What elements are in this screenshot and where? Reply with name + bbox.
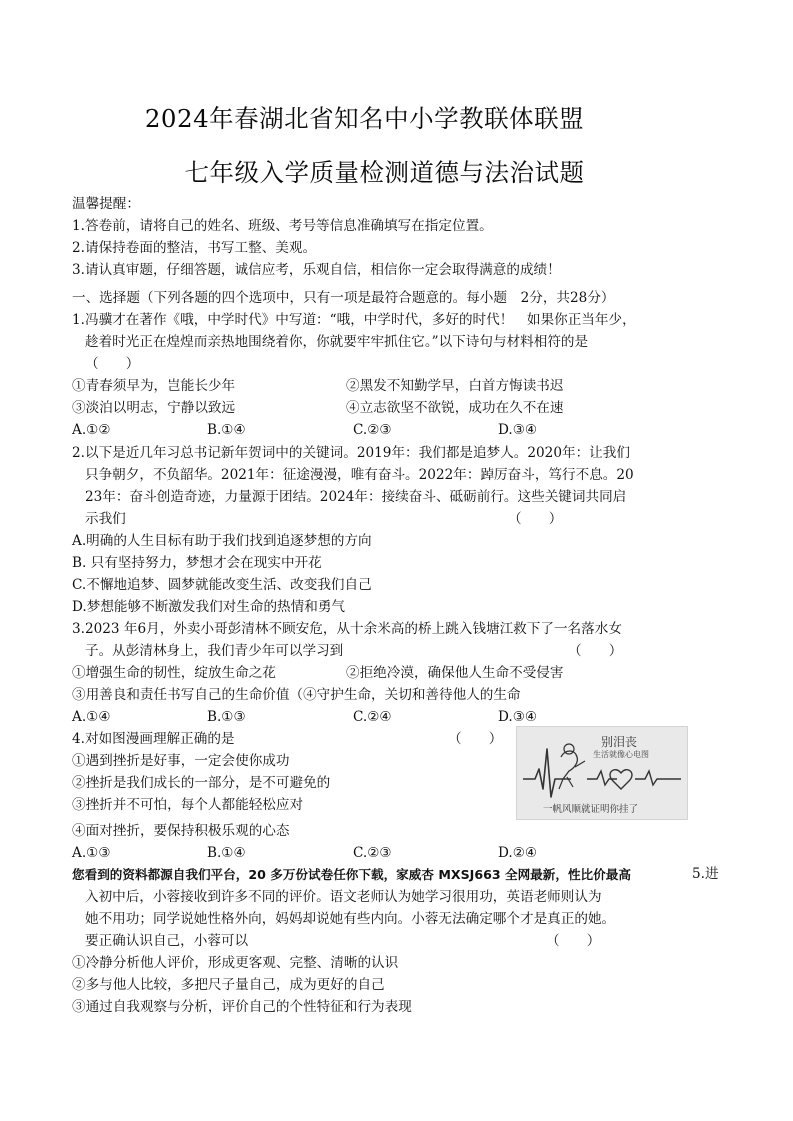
q1-statement: ④立志欲坚不欲锐，成功在久不在速 bbox=[346, 400, 564, 416]
q5-paren: （ ） bbox=[546, 933, 601, 949]
note-item: 1.答卷前，请将自己的姓名、班级、考号等信息准确填写在指定位置。 bbox=[72, 218, 493, 234]
note-item: 2.请保持卷面的整洁，书写工整、美观。 bbox=[72, 240, 317, 256]
exam-title: 2024年春湖北省知名中小学教联体联盟 bbox=[144, 104, 585, 133]
q1-option-a: A.①② bbox=[72, 422, 111, 438]
q3-option-c: C.②④ bbox=[353, 709, 392, 725]
q4-statement: ②挫折是我们成长的一部分，是不可避免的 bbox=[72, 775, 331, 791]
q1-statement: ②黑发不知勤学早，白首方悔读书迟 bbox=[346, 378, 564, 394]
q3-stem: 子。从彭清林身上，我们青少年可以学习到 bbox=[85, 643, 344, 659]
q4-option-a: A.①③ bbox=[72, 845, 111, 861]
section-heading: 一、选择题（下列各题的四个选项中，只有一项是最符合题意的。每小题 2分，共28分） bbox=[72, 290, 615, 306]
q3-option-a: A.①④ bbox=[72, 709, 111, 725]
q3-paren: （ ） bbox=[568, 643, 623, 659]
q2-stem: 示我们 bbox=[85, 511, 126, 527]
q1-statement: ①青春须早为，岂能长少年 bbox=[72, 378, 236, 394]
q1-option-b: B.①④ bbox=[207, 422, 246, 438]
note-item: 3.请认真审题，仔细答题，诚信应考，乐观自信，相信你一定会取得满意的成绩！ bbox=[72, 262, 561, 278]
q1-statement: ③淡泊以明志，宁静以致远 bbox=[72, 400, 236, 416]
q4-stem: 4.对如图漫画理解正确的是 bbox=[72, 731, 235, 747]
q4-statement: ③挫折并不可怕，每个人都能轻松应对 bbox=[72, 797, 304, 813]
q3-statement: ③用善良和责任书写自己的生命价值（④守护生命，关切和善待他人的生命 bbox=[72, 687, 521, 703]
q2-paren: （ ） bbox=[508, 511, 563, 527]
q4-paren: （ ） bbox=[448, 731, 503, 747]
comic-title: 别泪丧 bbox=[601, 735, 638, 749]
q3-stem: 3.2023 年6月，外卖小哥彭清林不顾安危，从十余米高的桥上跳入钱塘江救下了一名落水女 bbox=[72, 621, 622, 637]
q5-statement: ③通过自我观察与分析，评价自己的个性特征和行为表现 bbox=[72, 999, 412, 1015]
q4-option-b: B.①④ bbox=[207, 845, 246, 861]
q1-stem: 趁着时光正在煌煌而亲热地围绕着你，你就要牢牢抓住它。”以下诗句与材料相符的是 bbox=[85, 334, 589, 350]
q4-statement: ④面对挫折，要保持积极乐观的心态 bbox=[72, 823, 290, 839]
q1-paren: （ ） bbox=[85, 356, 140, 372]
q2-option-b: B. 只有坚持努力，梦想才会在现实中开花 bbox=[72, 555, 322, 571]
q4-statement: ①遇到挫折是好事，一定会使你成功 bbox=[72, 753, 290, 769]
q2-stem: 2.以下是近几年习总书记新年贺词中的关键词。2019年：我们都是追梦人。2020年：让我们 bbox=[72, 445, 630, 461]
q4-option-d: D.②④ bbox=[498, 845, 538, 861]
q5-stem: 要正确认识自己，小蓉可以 bbox=[85, 933, 249, 949]
q5-number: 5.进 bbox=[692, 866, 719, 882]
q1-stem: 1.冯骥才在著作《哦，中学时代》中写道：“哦，中学时代，多好的时代！ 如果你正当年少， bbox=[72, 312, 636, 328]
comic-image bbox=[516, 726, 688, 820]
q2-stem: 23年：奋斗创造奇迹，力量源于团结。2024年：接续奋斗、砥砺前行。这些关键词共同启 bbox=[85, 489, 627, 505]
q2-stem: 只争朝夕，不负韶华。2021年：征途漫漫，唯有奋斗。2022年：踔厉奋斗，笃行不息。20 bbox=[85, 467, 634, 483]
q2-option-c: C.不懈地追梦、圆梦就能改变生活、改变我们自己 bbox=[72, 577, 372, 593]
notes-heading: 温馨提醒： bbox=[72, 196, 140, 212]
q5-statement: ①冷静分析他人评价，形成更客观、完整、清晰的认识 bbox=[72, 955, 399, 971]
ad-banner: 您看到的资料都源自我们平台，20 多万份试卷任你下载，家威杏 MXSJ663 全网最新，性比价最高 bbox=[72, 867, 631, 882]
comic-caption: 一帆风顺就证明你挂了 bbox=[543, 804, 639, 815]
q1-option-d: D.③④ bbox=[498, 422, 538, 438]
q4-option-c: C.②③ bbox=[353, 845, 392, 861]
comic-subtitle: 生活就像心电图 bbox=[593, 750, 649, 759]
q5-statement: ②多与他人比较，多把尺子量自己，成为更好的自己 bbox=[72, 977, 385, 993]
exam-subtitle: 七年级入学质量检测道德与法治试题 bbox=[184, 158, 585, 187]
q5-stem: 她不用功；同学说她性格外向，妈妈却说她有些内向。小蓉无法确定哪个才是真正的她。 bbox=[85, 911, 616, 927]
q3-statement: ①增强生命的韧性，绽放生命之花 bbox=[72, 665, 276, 681]
q2-option-d: D.梦想能够不断激发我们对生命的热情和勇气 bbox=[72, 599, 346, 615]
q3-statement: ②拒绝冷漠，确保他人生命不受侵害 bbox=[346, 665, 564, 681]
q5-stem: 入初中后，小蓉接收到许多不同的评价。语文老师认为她学习很用功，英语老师则认为 bbox=[85, 889, 602, 905]
q1-option-c: C.②③ bbox=[353, 422, 392, 438]
q3-option-b: B.①③ bbox=[207, 709, 246, 725]
q3-option-d: D.③④ bbox=[498, 709, 538, 725]
q2-option-a: A.明确的人生目标有助于我们找到追逐梦想的方向 bbox=[72, 533, 372, 549]
